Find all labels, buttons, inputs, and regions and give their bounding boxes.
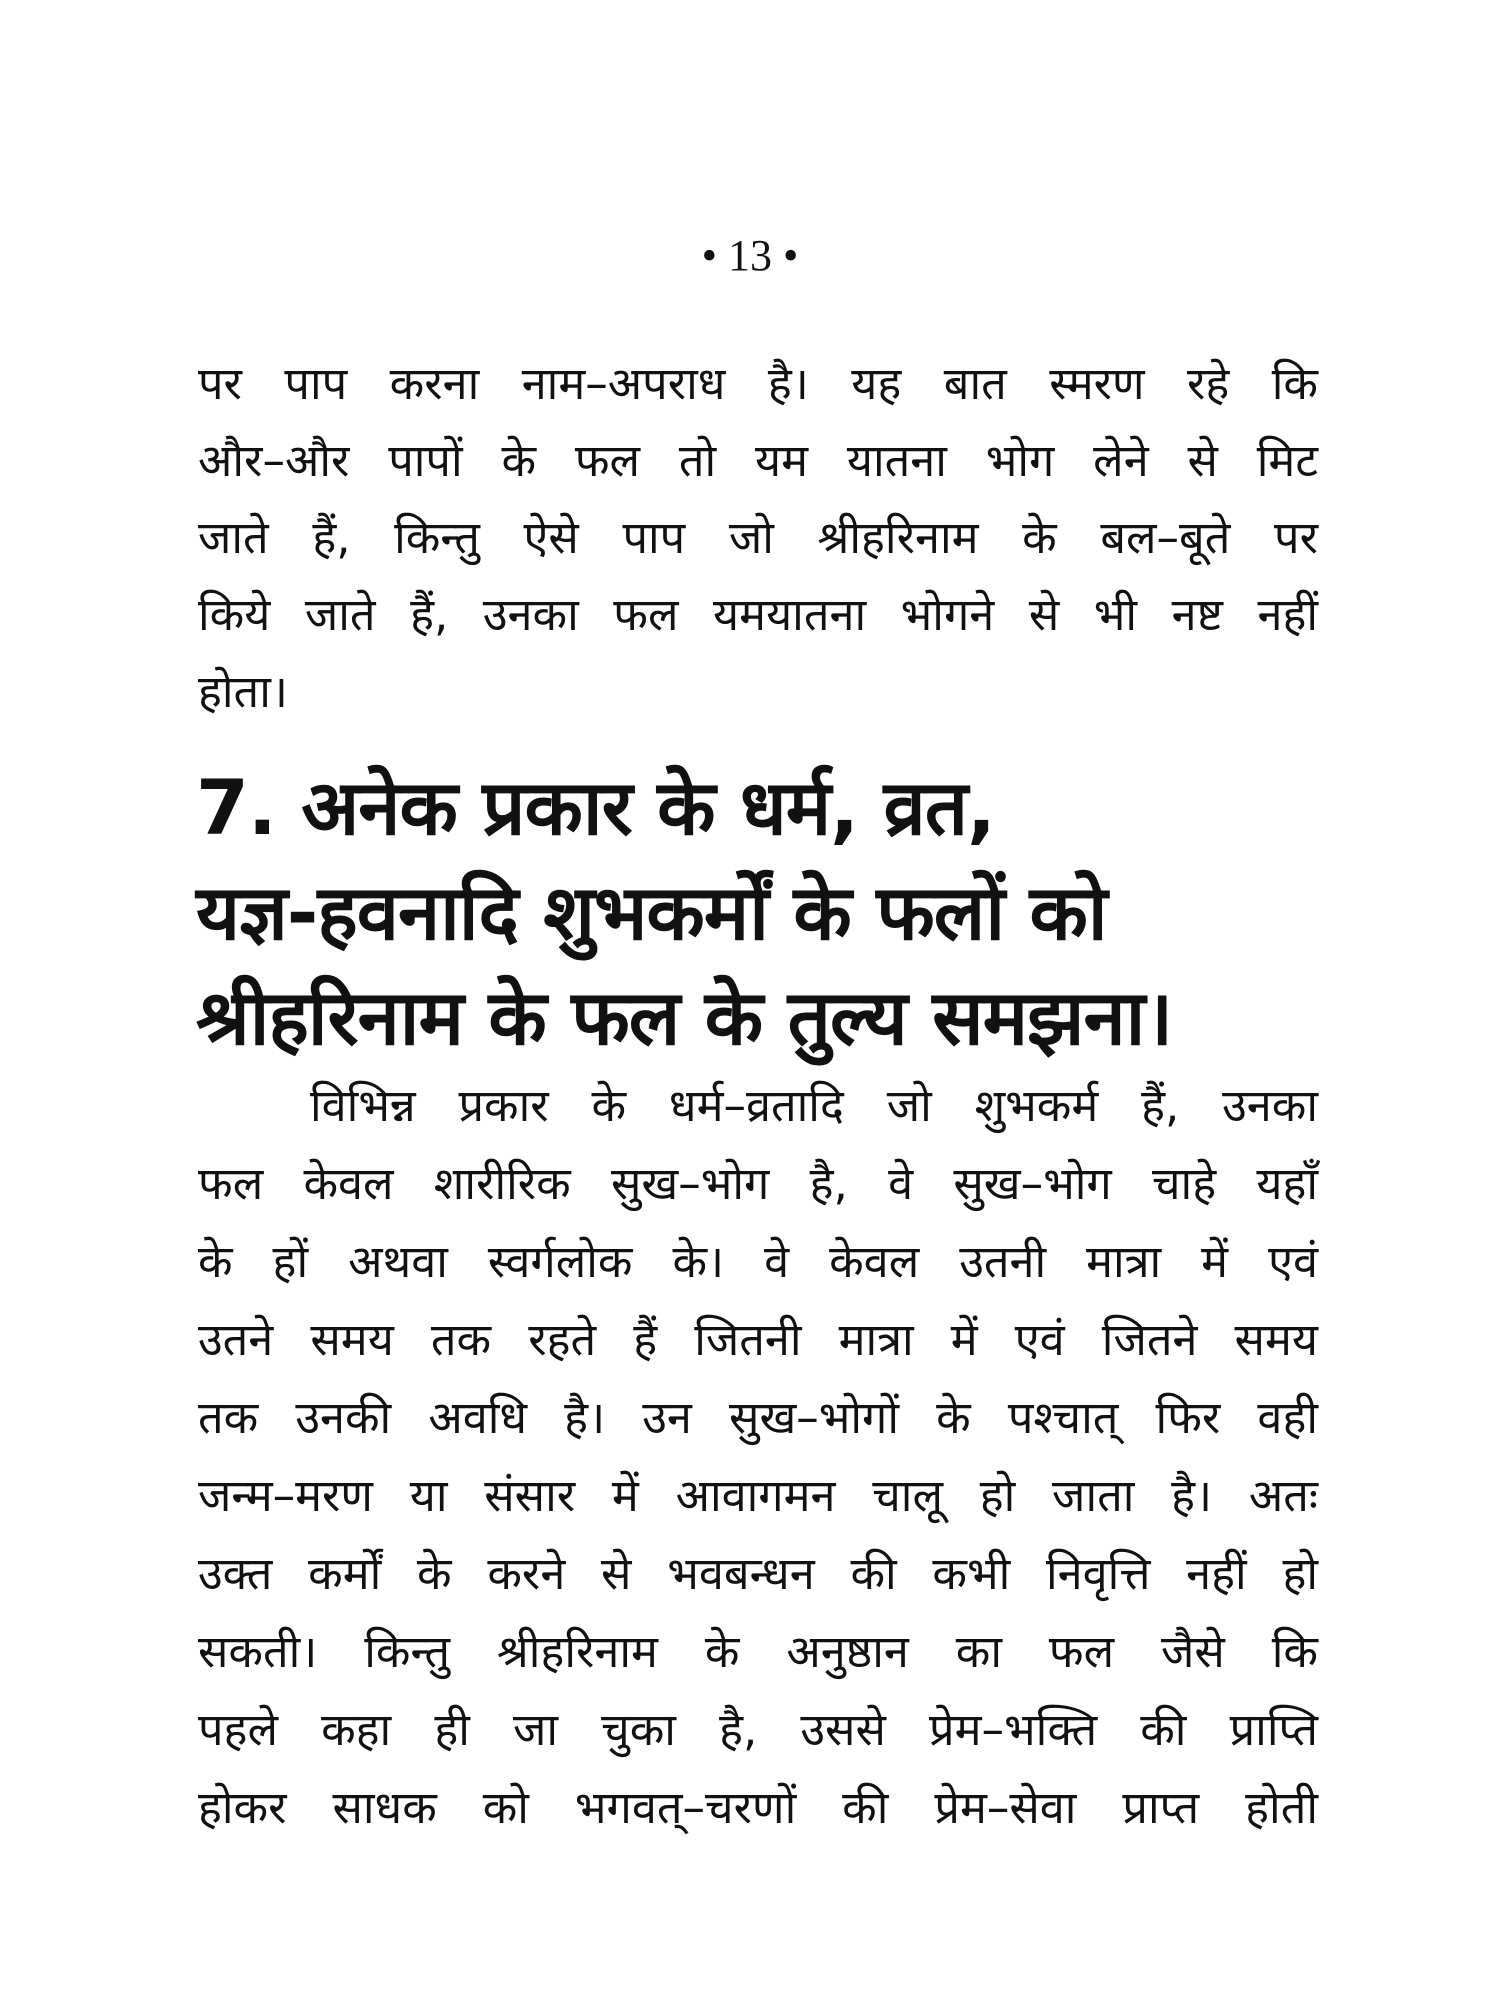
page-number: • 13 • bbox=[701, 231, 799, 280]
heading-line: श्रीहरिनाम के फल के तुल्य समझना। bbox=[196, 973, 1173, 1062]
paragraph-line: सकती। किन्तु श्रीहरिनाम के अनुष्ठान का फल जैसे कि bbox=[198, 1625, 1318, 1678]
paragraph-line: जन्म–मरण या संसार में आवागमन चालू हो जाता है। अतः bbox=[198, 1469, 1318, 1522]
paragraph-line: उक्त कर्मों के करने से भवबन्धन की कभी निवृत्ति नहीं हो bbox=[198, 1547, 1318, 1600]
paragraph-line: उतने समय तक रहते हैं जितनी मात्रा में एवं जितने समय bbox=[198, 1313, 1318, 1366]
paragraph-line: पहले कहा ही जा चुका है, उससे प्रेम–भक्ति की प्राप्ति bbox=[198, 1703, 1318, 1756]
heading-line: 7. अनेक प्रकार के धर्म, व्रत, bbox=[196, 763, 995, 852]
paragraph-line: पर पाप करना नाम–अपराध है। यह बात स्मरण रहे कि bbox=[198, 357, 1318, 410]
paragraph-line: होकर साधक को भगवत्–चरणों की प्रेम–सेवा प्राप्त होती bbox=[198, 1781, 1318, 1834]
paragraph-line: जाते हैं, किन्तु ऐसे पाप जो श्रीहरिनाम के बल–बूते पर bbox=[198, 511, 1318, 564]
paragraph-line: किये जाते हैं, उनका फल यमयातना भोगने से भी नष्ट नहीं bbox=[198, 588, 1318, 641]
paragraph-line: और–और पापों के फल तो यम यातना भोग लेने से मिट bbox=[198, 434, 1318, 487]
heading-line: यज्ञ-हवनादि शुभकर्मों के फलों को bbox=[196, 868, 1107, 957]
paragraph-line: फल केवल शारीरिक सुख–भोग है, वे सुख–भोग चाहे यहाँ bbox=[198, 1157, 1318, 1210]
paragraph-line: विभिन्न प्रकार के धर्म–व्रतादि जो शुभकर्म हैं, उनका bbox=[310, 1079, 1318, 1132]
paragraph-line: तक उनकी अवधि है। उन सुख–भोगों के पश्चात् फिर वही bbox=[198, 1391, 1318, 1444]
paragraph-line: होता। bbox=[198, 665, 288, 718]
paragraph-line: के हों अथवा स्वर्गलोक के। वे केवल उतनी मात्रा में एवं bbox=[198, 1235, 1318, 1288]
